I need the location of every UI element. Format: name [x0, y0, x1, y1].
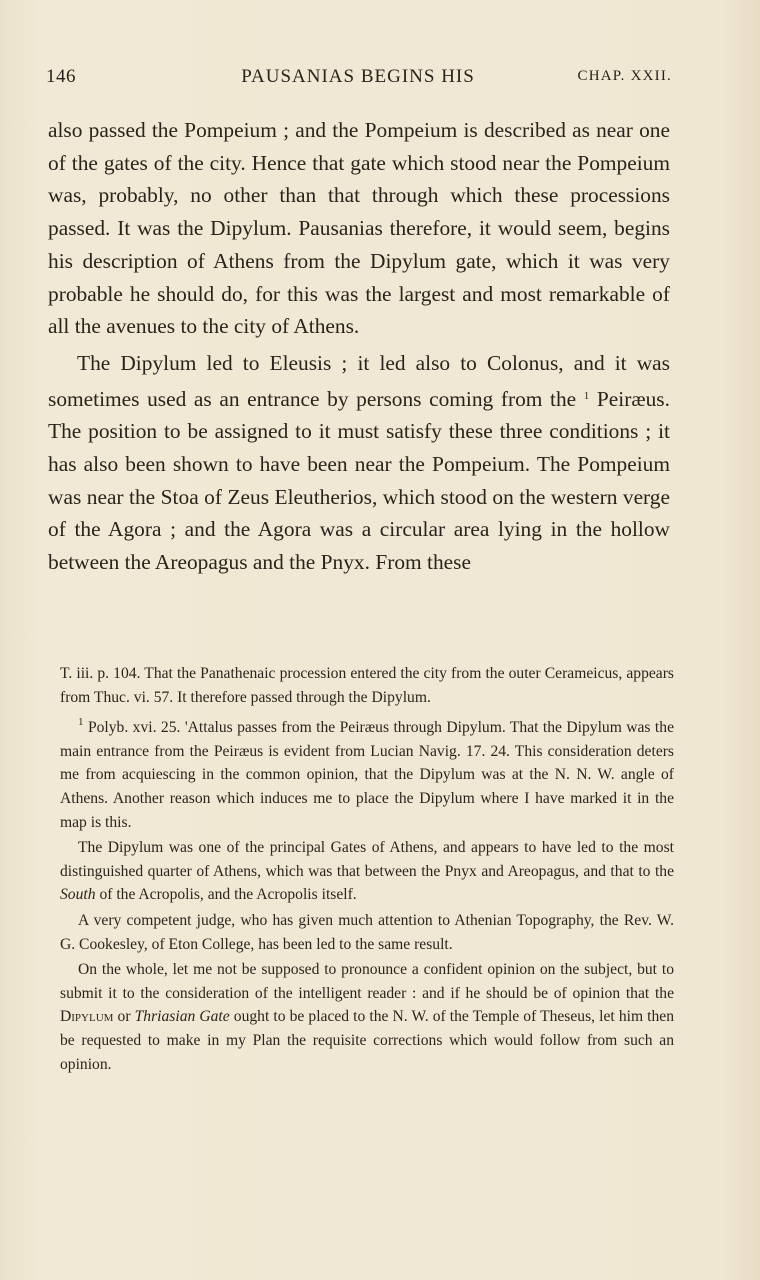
footnote-1-text: Polyb. xvi. 25. 'Attalus passes from the Peiræus through Dipylum. That the Dipylum was the main entrance from the Peiræus is evident from Lucian Navig. 17. 24. This consideration deters me from acquiescing in the common opinion, that the Dipylum was at the N. N. W. angle of Athens. Another reason which induces me to place the Dipylum where I have marked it in the map is this.	[60, 719, 674, 831]
footnote-paragraph-conclusion	[60, 958, 674, 1076]
footnote-1-marker: 1	[78, 716, 84, 729]
footnote-text: On the whole, let me not be supposed to pronounce a confident opinion on the subject, but to submit it to the consideration of the intelligent reader : and if he should be of opinion that the	[60, 961, 674, 1002]
footnote-italic-south: South	[60, 886, 96, 904]
paragraph-2-start: The Dipylum led to Eleusis ; it led also to Colonus, and it was sometimes used as an entrance by persons coming from the	[48, 350, 670, 411]
footnote-text: of the Acropolis, and the Acropolis itself.	[99, 886, 357, 904]
footnote-smallcaps-dipylum: Dipylum	[60, 1008, 114, 1026]
paragraph-1: also passed the Pompeium ; and the Pompeium is described as near one of the gates of the city. Hence that gate which stood near the Pompeium was, probably, no other than that through which these processions passed. It was the Dipylum. Pausanias therefore, it would seem, begins his description of Athens from the Dipylum gate, which it was very probable he should do, for this was the largest and most remarkable of all the avenues to the city of Athens.	[48, 118, 670, 339]
running-header	[46, 66, 670, 90]
paragraph-2-rest: Peiræus. The position to be assigned to it must satisfy these three conditions ; it has also been shown to have been near the Pompeium. The Pompeium was near the Stoa of Zeus Eleutherios, which stood on the western verge of the Agora ; and the Agora was a circular area lying in the hollow between the Areopagus and the Pnyx. From these	[48, 386, 670, 575]
footnote-text: or	[117, 1008, 131, 1026]
footnote-italic-thriasian-gate: Thriasian Gate	[134, 1008, 230, 1026]
chapter-label: CHAP. XXII.	[577, 68, 672, 84]
footnote-marker: 1	[583, 389, 590, 402]
footnote-text: ought to be placed to the N. W. of the Temple of Theseus, let him then be requested to make in my Plan the requisite corrections which would follow from such an opinion.	[60, 1008, 675, 1073]
paragraph-2	[48, 347, 670, 579]
footnote-paragraph-judge: A very competent judge, who has given much attention to Athenian Topography, the Rev. W. G. Cookesley, of Eton College, has been led to the same result.	[60, 911, 674, 953]
footnotes	[60, 662, 674, 1078]
footnote-text: The Dipylum was one of the principal Gates of Athens, and appears to have led to the most distinguished quarter of Athens, which was that between the Pnyx and Areopagus, and that to the	[60, 839, 674, 880]
page-number: 146	[46, 66, 76, 87]
footnote-paragraph-dipylum	[60, 836, 674, 907]
main-text	[48, 114, 670, 581]
footnote-continued: T. iii. p. 104. That the Panathenaic procession entered the city from the outer Cerameicus, appears from Thuc. vi. 57. It therefore passed through the Dipylum.	[60, 665, 674, 706]
footnote-1	[60, 711, 674, 834]
running-title: PAUSANIAS BEGINS HIS	[241, 66, 475, 87]
